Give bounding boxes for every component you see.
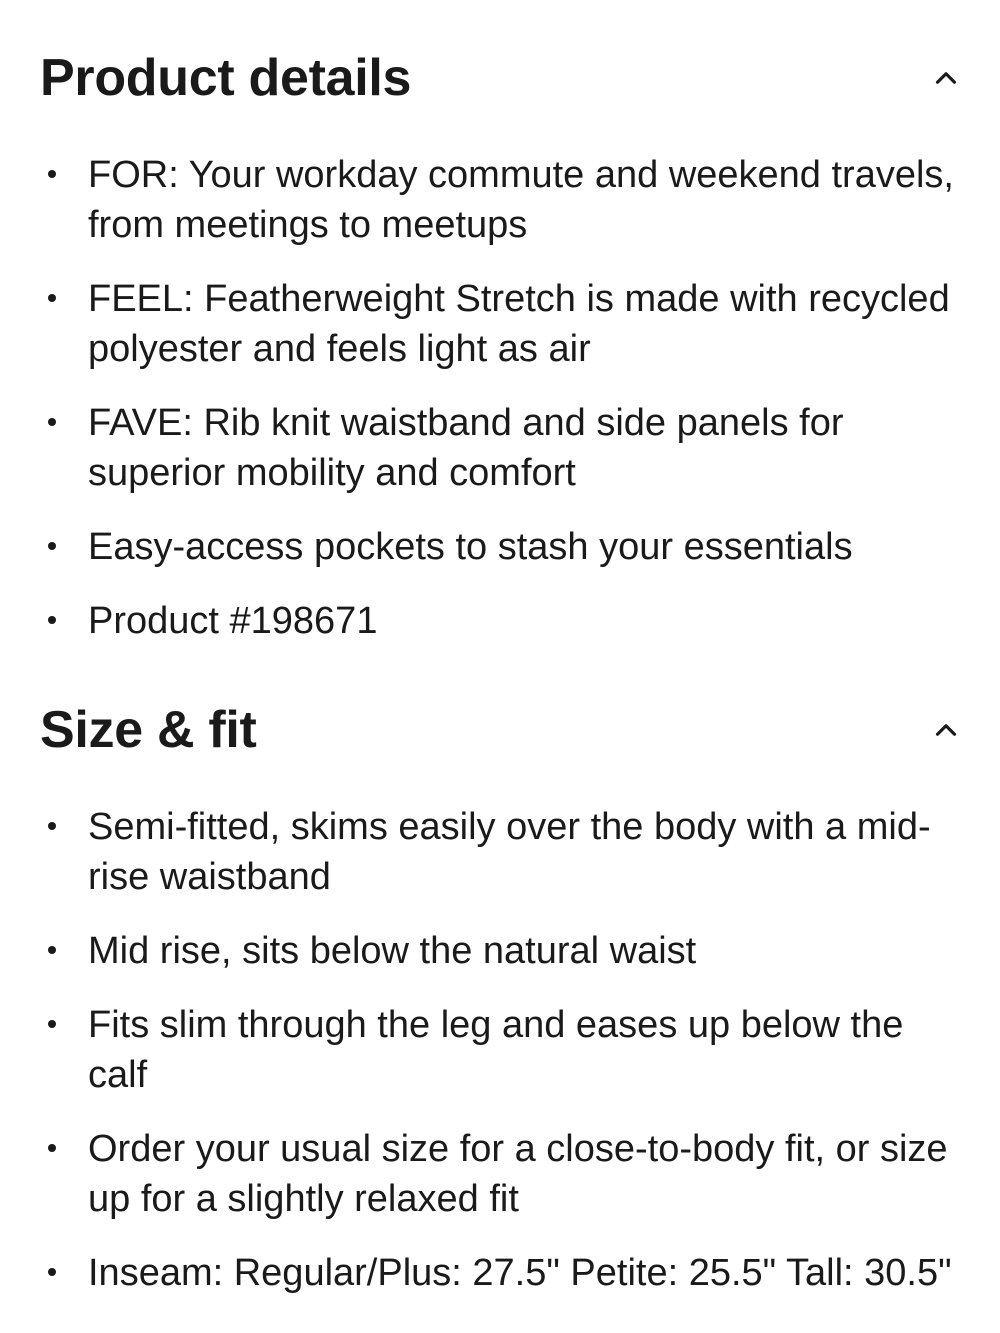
list-item: Mid rise, sits below the natural waist	[40, 926, 960, 976]
size-fit-list	[40, 802, 960, 1298]
chevron-up-icon[interactable]	[924, 56, 968, 100]
list-item: FOR: Your workday commute and weekend travels, from meetings to meetups	[40, 150, 960, 250]
product-details-list	[40, 150, 960, 646]
chevron-up-icon[interactable]	[924, 708, 968, 752]
list-item: Fits slim through the leg and eases up below the calf	[40, 1000, 960, 1100]
size-fit-header[interactable]	[40, 702, 960, 758]
product-details-title: Product details	[40, 49, 412, 107]
list-item: Easy-access pockets to stash your essentials	[40, 522, 960, 572]
size-fit-title: Size & fit	[40, 701, 257, 759]
product-details-section	[0, 0, 1000, 646]
product-details-header[interactable]	[40, 50, 960, 106]
list-item: Order your usual size for a close-to-body fit, or size up for a slightly relaxed fit	[40, 1124, 960, 1224]
list-item: FAVE: Rib knit waistband and side panels for superior mobility and comfort	[40, 398, 960, 498]
size-fit-section	[0, 670, 1000, 1298]
list-item: Inseam: Regular/Plus: 27.5" Petite: 25.5" Tall: 30.5"	[40, 1248, 960, 1298]
list-item: Semi-fitted, skims easily over the body with a mid-rise waistband	[40, 802, 960, 902]
list-item: Product #198671	[40, 596, 960, 646]
list-item: FEEL: Featherweight Stretch is made with recycled polyester and feels light as air	[40, 274, 960, 374]
